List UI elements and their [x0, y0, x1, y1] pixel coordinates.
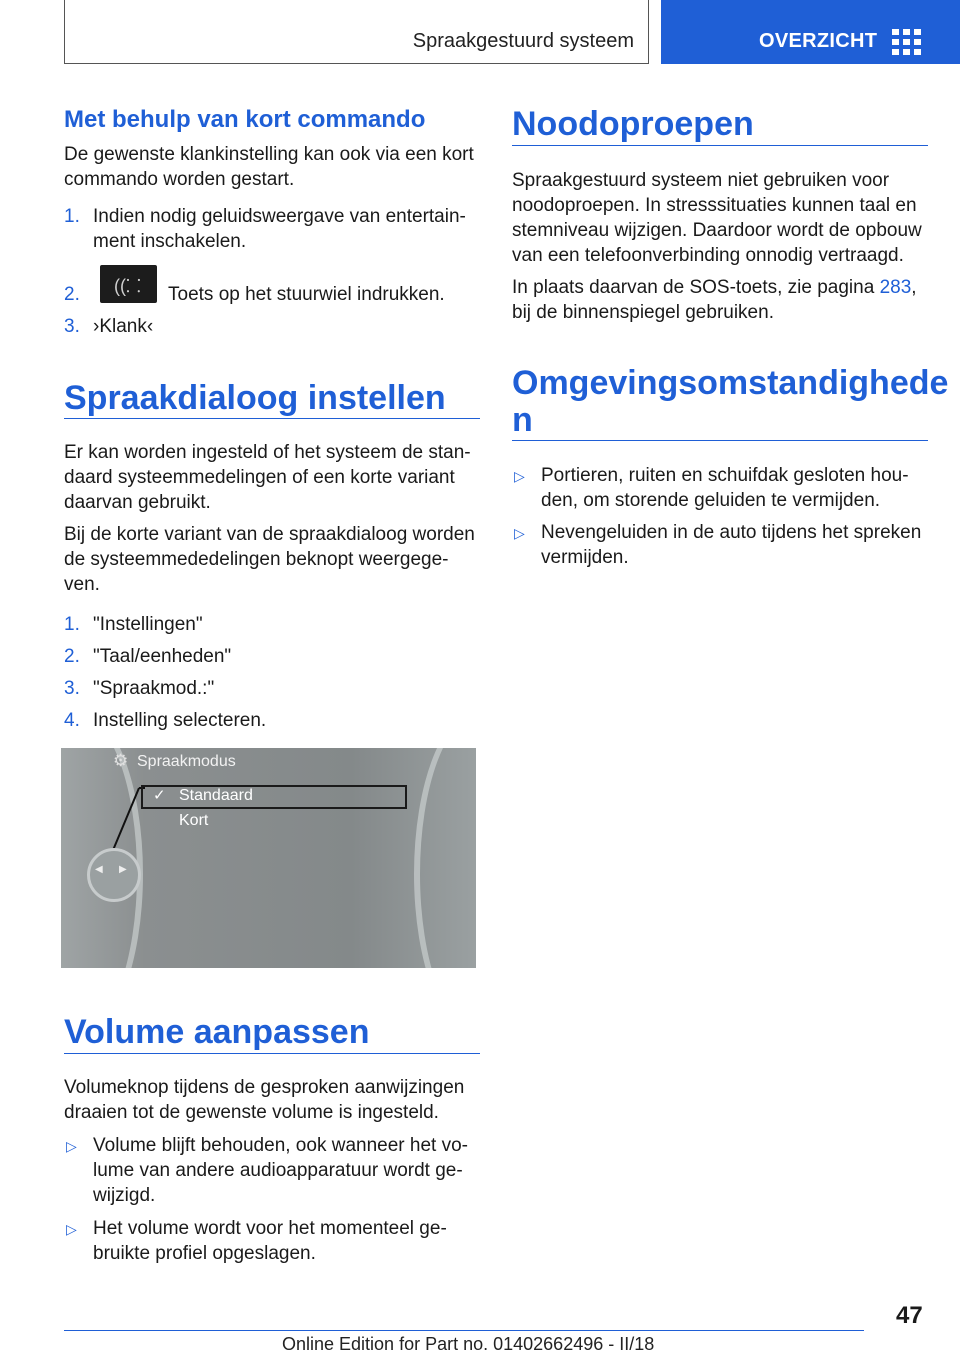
bullet-text: wijzigd. — [93, 1185, 156, 1206]
header-section-box — [64, 0, 649, 64]
emergency-heading: Noodoproepen — [512, 105, 754, 143]
step-number: 1. — [64, 614, 80, 635]
dialog-heading: Spraakdialoog instellen — [64, 379, 446, 417]
emergency-paragraph: stemniveau wijzigen. Daardoor wordt de opbouw — [512, 220, 922, 241]
step-text: "Taal/eenheden" — [93, 646, 232, 667]
dialog-paragraph: ven. — [64, 574, 100, 595]
arrow-left-icon: ◀ — [95, 864, 103, 875]
heading-rule — [64, 1053, 480, 1054]
step-number: 2. — [64, 284, 80, 305]
page-link[interactable]: 283 — [879, 277, 912, 298]
bullet-text: vermijden. — [541, 547, 629, 568]
step-text: "Spraakmod.:" — [93, 678, 215, 699]
emergency-paragraph: Spraakgestuurd systeem niet gebruiken voor — [512, 170, 890, 191]
screen-title: Spraakmodus — [137, 753, 236, 770]
bullet-text: Volume blijft behouden, ook wanneer het vo- — [93, 1135, 468, 1156]
bullet-text: Portieren, ruiten en schuifdak gesloten hou- — [541, 465, 909, 486]
step-number: 2. — [64, 646, 80, 667]
short-command-heading: Met behulp van kort commando — [64, 106, 426, 133]
arrow-right-icon: ▶ — [119, 864, 127, 875]
short-command-intro-1: De gewenste klankinstelling kan ook via een kort — [64, 144, 474, 165]
step-number: 3. — [64, 678, 80, 699]
volume-heading: Volume aanpassen — [64, 1013, 370, 1051]
environment-heading: Omgevingsomstandighede — [512, 364, 949, 402]
dialog-paragraph: daarvan gebruikt. — [64, 492, 211, 513]
checkmark-icon: ✓ — [153, 787, 166, 804]
bullet-text: Het volume wordt voor het momenteel ge- — [93, 1218, 447, 1239]
emergency-paragraph: van een telefoonverbinding onnodig vertraagd. — [512, 245, 904, 266]
short-command-intro-2: commando worden gestart. — [64, 169, 295, 190]
sos-text-comma: , — [911, 277, 917, 298]
header-section-title: Spraakgestuurd systeem — [412, 30, 634, 52]
emergency-paragraph: noodoproepen. In stresssituaties kunnen taal en — [512, 195, 917, 216]
grid-icon — [892, 29, 922, 55]
speech-mode-screen-image — [61, 748, 476, 968]
heading-rule — [512, 145, 928, 146]
sos-paragraph-line2: bij de binnenspiegel gebruiken. — [512, 302, 774, 323]
step-text: ment inschakelen. — [93, 231, 247, 252]
footer-rule — [64, 1330, 864, 1331]
step-text: "Instellingen" — [93, 614, 203, 635]
bullet-triangle-icon: ▷ — [66, 1221, 77, 1237]
overview-label: OVERZICHT — [759, 30, 878, 52]
option-short: Kort — [179, 812, 209, 829]
overview-button[interactable] — [661, 0, 960, 64]
step-number: 1. — [64, 206, 80, 227]
step-text: Indien nodig geluidsweergave van entertain- — [93, 206, 466, 227]
edition-footer: Online Edition for Part no. 01402662496 - II/18 — [282, 1334, 655, 1354]
dialog-paragraph: daard systeemmedelingen of een korte variant — [64, 467, 455, 488]
bullet-triangle-icon: ▷ — [66, 1138, 77, 1154]
option-standard: Standaard — [179, 787, 253, 804]
step-text: Toets op het stuurwiel indrukken. — [168, 284, 445, 305]
sos-text: In plaats daarvan de SOS-toets, zie pagina — [512, 277, 880, 298]
volume-paragraph: draaien tot de gewenste volume is ingesteld. — [64, 1102, 439, 1123]
dialog-paragraph: Bij de korte variant van de spraakdialoog worden — [64, 524, 475, 545]
dialog-paragraph: de systeemmededelingen beknopt weergege- — [64, 549, 449, 570]
step-text: ›Klank‹ — [93, 316, 154, 337]
volume-paragraph: Volumeknop tijdens de gesproken aanwijzingen — [64, 1077, 465, 1098]
environment-heading-cont: n — [512, 401, 533, 439]
bullet-text: bruikte profiel opgeslagen. — [93, 1243, 316, 1264]
page-number: 47 — [896, 1302, 923, 1329]
gear-icon: ⚙ — [113, 751, 129, 770]
bullet-text: Nevengeluiden in de auto tijdens het spreken — [541, 522, 922, 543]
sos-paragraph — [512, 275, 917, 301]
dialog-paragraph: Er kan worden ingesteld of het systeem de stan- — [64, 442, 471, 463]
step-number: 3. — [64, 316, 80, 337]
heading-rule — [64, 418, 480, 419]
voice-button-icon: ((⸬ — [100, 265, 157, 303]
controller-knob-icon — [87, 848, 141, 902]
heading-rule — [512, 440, 928, 441]
step-text: Instelling selecteren. — [93, 710, 267, 731]
bullet-triangle-icon: ▷ — [514, 525, 525, 541]
step-number: 4. — [64, 710, 80, 731]
bullet-text: den, om storende geluiden te vermijden. — [541, 490, 881, 511]
bullet-triangle-icon: ▷ — [514, 468, 525, 484]
bullet-text: lume van andere audioapparatuur wordt ge- — [93, 1160, 463, 1181]
